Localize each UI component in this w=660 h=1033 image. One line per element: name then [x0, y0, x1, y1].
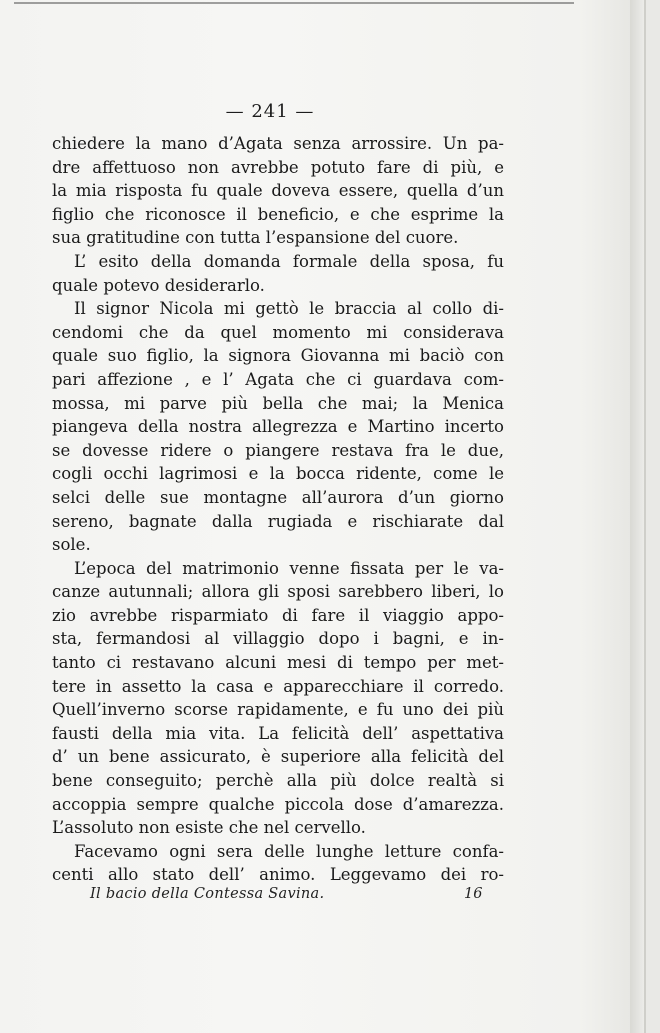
- text-line: tere in assetto la casa e apparecchiare il corredo.: [52, 676, 504, 696]
- text-line: fausti della mia vita. La felicità dell’ aspettativa: [52, 723, 504, 743]
- text-line: bene conseguito; perchè alla più dolce realtà si: [52, 771, 504, 791]
- text-line: zio avrebbe risparmiato di fare il viaggio appo-: [52, 605, 504, 625]
- text-line: selci delle sue montagne all’aurora d’un giorno: [52, 487, 504, 507]
- text-line: se dovesse ridere o piangere restava fra le due,: [52, 440, 504, 460]
- text-line: accoppia sempre qualche piccola dose d’amarezza.: [52, 794, 504, 814]
- text-line: mossa, mi parve più bella che mai; la Menica: [52, 393, 504, 413]
- footer-signature-mark: 16: [464, 886, 483, 902]
- page-top-scan-mark: [14, 2, 574, 4]
- text-line: Facevamo ogni sera delle lunghe letture confa-: [74, 841, 504, 861]
- footer-book-title: Il bacio della Contessa Savina.: [90, 886, 325, 902]
- page-number: — 241 —: [225, 101, 315, 122]
- text-line: Quell’inverno scorse rapidamente, e fu uno dei più: [52, 700, 504, 720]
- body-text: [52, 132, 504, 887]
- text-line: cogli occhi lagrimosi e la bocca ridente, come le: [52, 464, 504, 484]
- text-line: pari affezione , e l’ Agata che ci guardava com-: [52, 369, 504, 389]
- text-line: L’ esito della domanda formale della sposa, fu: [74, 251, 504, 271]
- text-line: figlio che riconosce il beneficio, e che esprime la: [52, 204, 504, 224]
- text-line: cendomi che da quel momento mi considerava: [52, 322, 504, 342]
- text-line: canze autunnali; allora gli sposi sarebbero liberi, lo: [52, 582, 504, 602]
- text-line: la mia risposta fu quale doveva essere, quella d’un: [52, 181, 504, 201]
- text-line: d’ un bene assicurato, è superiore alla felicità del: [52, 747, 504, 767]
- text-line: dre affettuoso non avrebbe potuto fare di più, e: [52, 157, 504, 177]
- text-line: quale suo figlio, la signora Giovanna mi baciò con: [52, 346, 504, 366]
- page-edge-shadow: [630, 0, 644, 1033]
- text-line: Il signor Nicola mi gettò le braccia al collo di-: [74, 299, 504, 319]
- text-line: sta, fermandosi al villaggio dopo i bagni, e in-: [52, 629, 504, 649]
- text-line: sereno, bagnate dalla rugiada e rischiarate dal: [52, 511, 504, 531]
- text-line: tanto ci restavano alcuni mesi di tempo per met-: [52, 653, 504, 673]
- text-line: sua gratitudine con tutta l’espansione del cuore.: [52, 228, 459, 248]
- text-line: L’assoluto non esiste che nel cervello.: [52, 818, 366, 838]
- text-line: sole.: [52, 535, 91, 555]
- text-line: chiedere la mano d’Agata senza arrossire. Un pa-: [52, 134, 504, 153]
- text-line: centi allo stato dell’ animo. Leggevamo dei ro-: [52, 865, 504, 885]
- text-line: L’epoca del matrimonio venne fissata per le va-: [74, 558, 504, 578]
- text-line: piangeva della nostra allegrezza e Martino incerto: [52, 417, 504, 437]
- text-line: quale potevo desiderarlo.: [52, 275, 265, 295]
